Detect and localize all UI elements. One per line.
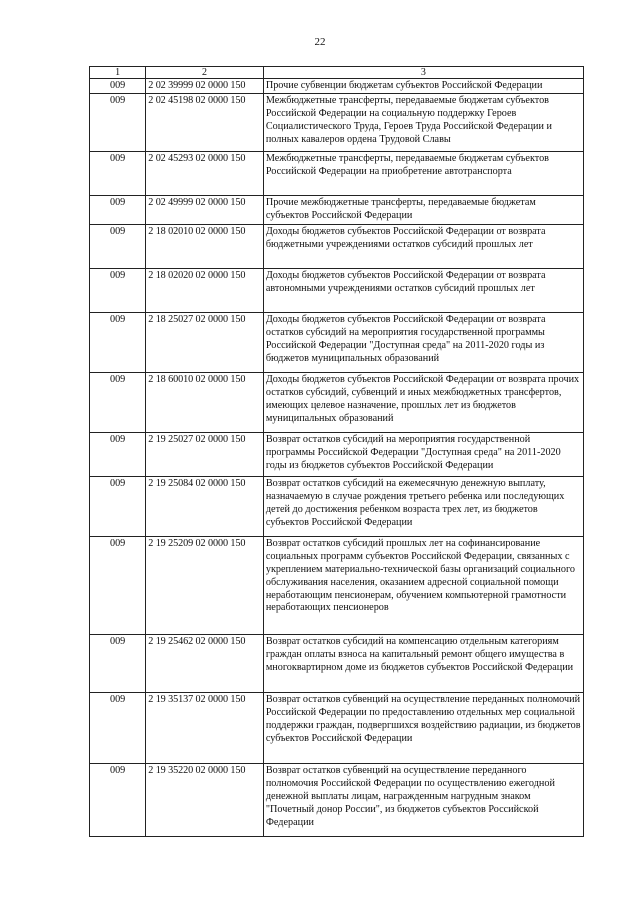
table-row [90,224,584,268]
admin-code-cell: 009 [90,195,146,224]
admin-code-cell: 009 [90,79,146,94]
budget-code-cell: 2 18 02020 02 0000 150 [146,268,264,312]
admin-code-cell: 009 [90,536,146,634]
admin-code-cell: 009 [90,432,146,476]
table-row [90,151,584,195]
column-header-1: 1 [90,67,146,79]
budget-code-cell: 2 19 25209 02 0000 150 [146,536,264,634]
budget-code-cell: 2 02 49999 02 0000 150 [146,195,264,224]
budget-code-cell: 2 18 02010 02 0000 150 [146,224,264,268]
column-header-3: 3 [263,67,583,79]
budget-code-cell: 2 19 35220 02 0000 150 [146,763,264,836]
budget-code-cell: 2 19 25084 02 0000 150 [146,476,264,536]
table-row [90,634,584,692]
admin-code-cell: 009 [90,151,146,195]
table-row [90,692,584,763]
budget-code-cell: 2 02 39999 02 0000 150 [146,79,264,94]
revenue-name-cell: Прочие субвенции бюджетам субъектов Российской Федерации [263,79,583,94]
admin-code-cell: 009 [90,763,146,836]
revenue-name-cell: Межбюджетные трансферты, передаваемые бюджетам субъектов Российской Федерации на приобретение автотранспорта [263,151,583,195]
page-number: 22 [314,36,326,48]
admin-code-cell: 009 [90,372,146,432]
admin-code-cell: 009 [90,476,146,536]
table-row [90,432,584,476]
revenue-name-cell: Возврат остатков субсидий на мероприятия государственной программы Российской Федерации "Доступная среда" на 2011-2020 годы из бюджетов субъектов Российской Федерации [263,432,583,476]
table-row [90,195,584,224]
revenue-name-cell: Доходы бюджетов субъектов Российской Федерации от возврата автономными учреждениями остатков субсидий прошлых лет [263,268,583,312]
admin-code-cell: 009 [90,634,146,692]
admin-code-cell: 009 [90,268,146,312]
budget-code-cell: 2 19 25462 02 0000 150 [146,634,264,692]
table-row [90,763,584,836]
budget-code-cell: 2 02 45293 02 0000 150 [146,151,264,195]
budget-code-cell: 2 02 45198 02 0000 150 [146,93,264,151]
table-row [90,79,584,94]
revenue-name-cell: Доходы бюджетов субъектов Российской Федерации от возврата прочих остатков субсидий, субвенций и иных межбюджетных трансфертов, имеющих целевое назначение, прошлых лет из бюджетов муниципальных образований [263,372,583,432]
admin-code-cell: 009 [90,224,146,268]
revenue-name-cell: Межбюджетные трансферты, передаваемые бюджетам субъектов Российской Федерации на социальную поддержку Героев Социалистического Труда, Героев Труда Российской Федерации и полных кавалеров ордена Трудовой Славы [263,93,583,151]
column-header-2: 2 [146,67,264,79]
table-row [90,93,584,151]
budget-code-cell: 2 19 25027 02 0000 150 [146,432,264,476]
table-row [90,268,584,312]
budget-code-cell: 2 18 25027 02 0000 150 [146,312,264,372]
revenue-name-cell: Прочие межбюджетные трансферты, передаваемые бюджетам субъектов Российской Федерации [263,195,583,224]
admin-code-cell: 009 [90,312,146,372]
budget-code-cell: 2 19 35137 02 0000 150 [146,692,264,763]
revenue-name-cell: Доходы бюджетов субъектов Российской Федерации от возврата остатков субсидий на мероприятия государственной программы Российской Федерации "Доступная среда" на 2011-2020 годы из бюджетов муниципальных образований [263,312,583,372]
budget-code-cell: 2 18 60010 02 0000 150 [146,372,264,432]
table-row [90,476,584,536]
revenue-name-cell: Возврат остатков субсидий на ежемесячную денежную выплату, назначаемую в случае рождения третьего ребенка или последующих детей до достижения ребенком возраста трех лет, из бюджетов субъектов Российской Федерации [263,476,583,536]
revenue-name-cell: Возврат остатков субсидий прошлых лет на софинансирование социальных программ субъектов Российской Федерации, связанных с укреплением материально-технической базы организаций социального обслуживания населения, оказанием адресной социальной помощи неработающим пенсионерам, обучением компьютерной грамотности неработающих пенсионеров [263,536,583,634]
admin-code-cell: 009 [90,93,146,151]
table-row [90,372,584,432]
table-header-row [90,67,584,79]
table-row [90,536,584,634]
table-row [90,312,584,372]
revenue-name-cell: Возврат остатков субвенций на осуществление переданных полномочий Российской Федерации по предоставлению отдельных мер социальной поддержки граждан, подвергшихся воздействию радиации, из бюджетов субъектов Российской Федерации [263,692,583,763]
revenue-name-cell: Возврат остатков субвенций на осуществление переданного полномочия Российской Федерации по осуществлению ежегодной денежной выплаты лицам, награжденным нагрудным знаком "Почетный донор России", из бюджетов субъектов Российской Федерации [263,763,583,836]
revenue-codes-table [89,66,584,837]
revenue-name-cell: Возврат остатков субсидий на компенсацию отдельным категориям граждан оплаты взноса на капитальный ремонт общего имущества в многоквартирном доме из бюджетов субъектов Российской Федерации [263,634,583,692]
admin-code-cell: 009 [90,692,146,763]
revenue-name-cell: Доходы бюджетов субъектов Российской Федерации от возврата бюджетными учреждениями остатков субсидий прошлых лет [263,224,583,268]
